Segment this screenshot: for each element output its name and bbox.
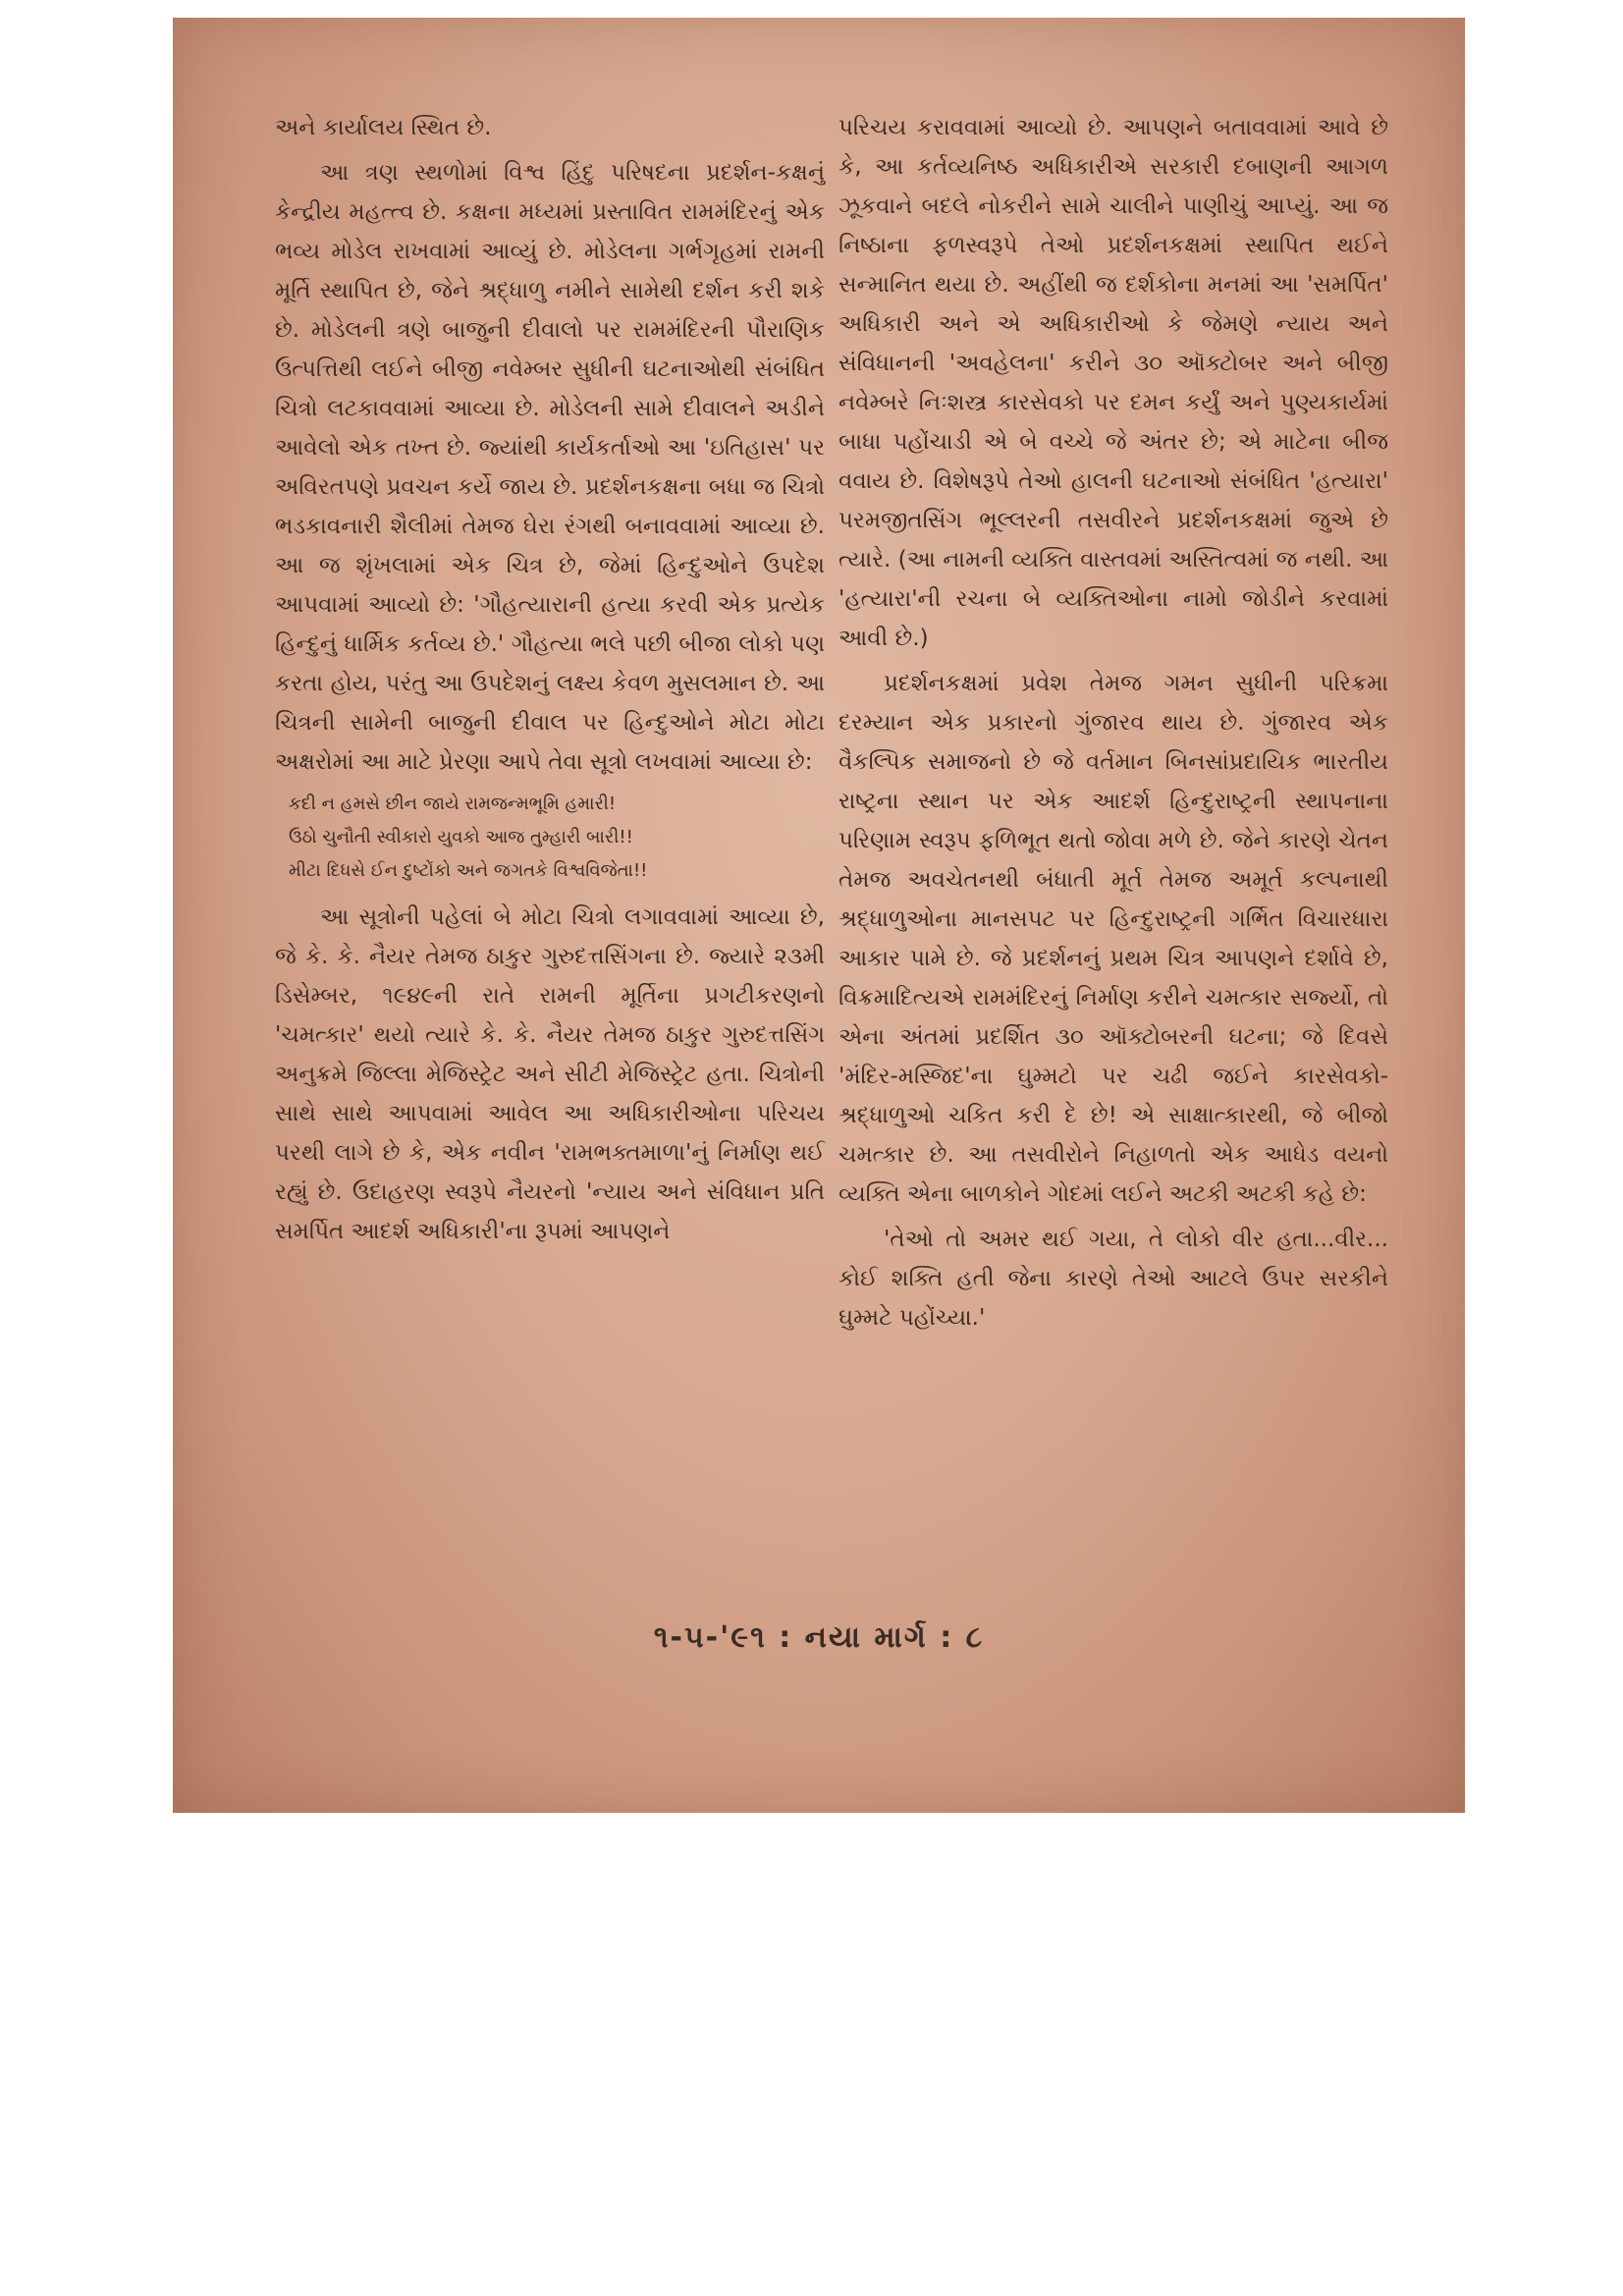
paragraph: અને કાર્યાલય સ્થિત છે. <box>275 115 492 140</box>
right-column <box>839 108 1388 1343</box>
left-column <box>275 108 825 1257</box>
paragraph: આ સૂત્રોની પહેલાં બે મોટા ચિત્રો લગાવવામાં આવ્યા છે, જે કે. કે. નૈયર તેમજ ઠાકુર ગુરુદત્તસિંગના છે. જ્યારે ૨૩મી ડિસેમ્બર, ૧૯૪૯ની રાતે રામની મૂર્તિના પ્રગટીકરણનો 'ચમત્કાર' થયો ત્યારે કે. કે. નૈયર તેમજ ઠાકુર ગુરુદત્તસિંગ અનુક્રમે જિલ્લા મેજિસ્ટ્રેટ અને સીટી મેજિસ્ટ્રેટ હતા. ચિત્રોની સાથે સાથે આપવામાં આવેલ આ અધિકારીઓના પરિચય પરથી લાગે છે કે, એક નવીન 'રામભક્તમાળા'નું નિર્માણ થઈ રહ્યું છે. ઉદાહરણ સ્વરૂપે નૈયરનો 'ન્યાય અને સંવિધાન પ્રતિ સમર્પિત આદર્શ અધિકારી'ના રૂપમાં આપણને <box>275 904 825 1244</box>
scanned-page <box>173 18 1465 1813</box>
verse-line: કદી ન હમસે છીન જાયે રામજન્મભૂમિ હમારી! <box>289 793 617 814</box>
verse-line: મીટા દિધસે ઈન દુષ્ટોંકો અને જગતકે વિશ્વવિજેતા!! <box>289 860 648 881</box>
page-footer: ૧-૫-'૯૧ : નયા માર્ગ : ૮ <box>653 1620 985 1655</box>
verse-line: ઉઠો ચુનૌતી સ્વીકારો યુવકો આજ તુમ્હારી બારી!! <box>289 827 633 847</box>
paragraph: પરિચય કરાવવામાં આવ્યો છે. આપણને બતાવવામાં આવે છે કે, આ કર્તવ્યનિષ્ઠ અધિકારીએ સરકારી દબાણની આગળ ઝૂકવાને બદલે નોકરીને સામે ચાલીને પાણીચું આપ્યું. આ જ નિષ્ઠાના ફળસ્વરૂપે તેઓ પ્રદર્શનકક્ષમાં સ્થાપિત થઈને સન્માનિત થયા છે. અહીંથી જ દર્શકોના મનમાં આ 'સમર્પિત' અધિકારી અને એ અધિકારીઓ કે જેમણે ન્યાય અને સંવિધાનની 'અવહેલના' કરીને ૩૦ ઑક્ટોબર અને બીજી નવેમ્બરે નિઃશસ્ત્ર કારસેવકો પર દમન કર્યું અને પુણ્યકાર્યમાં બાધા પહોંચાડી એ બે વચ્ચે જે અંતર છે; એ માટેના બીજ વવાય છે. વિશેષરૂપે તેઓ હાલની ઘટનાઓ સંબંધિત 'હત્યારા' પરમજીતસિંગ ભૂલ્લરની તસવીરને પ્રદર્શનકક્ષમાં જુએ છે ત્યારે. (આ નામની વ્યક્તિ વાસ્તવમાં અસ્તિત્વમાં જ નથી. આ 'હત્યારા'ની રચના બે વ્યક્તિઓના નામો જોડીને કરવામાં આવી છે.) <box>839 115 1388 651</box>
paragraph: આ ત્રણ સ્થળોમાં વિશ્વ હિંદુ પરિષદના પ્રદર્શન-કક્ષનું કેન્દ્રીય મહત્ત્વ છે. કક્ષના મધ્યમાં પ્રસ્તાવિત રામમંદિરનું એક ભવ્ય મોડેલ રાખવામાં આવ્યું છે. મોડેલના ગર્ભગૃહમાં રામની મૂર્તિ સ્થાપિત છે, જેને શ્રદ્ધાળુ નમીને સામેથી દર્શન કરી શકે છે. મોડેલની ત્રણે બાજુની દીવાલો પર રામમંદિરની પૌરાણિક ઉત્પત્તિથી લઈને બીજી નવેમ્બર સુધીની ઘટનાઓથી સંબંધિત ચિત્રો લટકાવવામાં આવ્યા છે. મોડેલની સામે દીવાલને અડીને આવેલો એક તખ્ત છે. જ્યાંથી કાર્યકર્તાઓ આ 'ઇતિહાસ' પર અવિરતપણે પ્રવચન કર્યે જાય છે. પ્રદર્શનકક્ષના બધા જ ચિત્રો ભડકાવનારી શૈલીમાં તેમજ ઘેરા રંગથી બનાવવામાં આવ્યા છે. આ જ શૃંખલામાં એક ચિત્ર છે, જેમાં હિન્દુઓને ઉપદેશ આપવામાં આવ્યો છે: 'ગૌહત્યારાની હત્યા કરવી એક પ્રત્યેક હિન્દુનું ધાર્મિક કર્તવ્ય છે.' ગૌહત્યા ભલે પછી બીજા લોકો પણ કરતા હોય, પરંતુ આ ઉપદેશનું લક્ષ્ય કેવળ મુસલમાન છે. આ ચિત્રની સામેની બાજુની દીવાલ પર હિન્દુઓને મોટા મોટા અક્ષરોમાં આ માટે પ્રેરણા આપે તેવા સૂત્રો લખવામાં આવ્યા છે: <box>275 160 825 775</box>
slogan-verse <box>289 788 825 888</box>
paragraph: પ્રદર્શનકક્ષમાં પ્રવેશ તેમજ ગમન સુધીની પરિક્રમા દરમ્યાન એક પ્રકારનો ગુંજારવ થાય છે. ગુંજારવ એક વૈકલ્પિક સમાજનો છે જે વર્તમાન બિનસાંપ્રદાયિક ભારતીય રાષ્ટ્રના સ્થાન પર એક આદર્શ હિન્દુરાષ્ટ્રની સ્થાપનાના પરિણામ સ્વરૂપ ફળિભૂત થતો જોવા મળે છે. જેને કારણે ચેતન તેમજ અવચેતનથી બંધાતી મૂર્ત તેમજ અમૂર્ત કલ્પનાથી શ્રદ્ધાળુઓના માનસપટ પર હિન્દુરાષ્ટ્રની ગર્ભિત વિચારધારા આકાર પામે છે. જે પ્રદર્શનનું પ્રથમ ચિત્ર આપણને દર્શાવે છે, વિક્રમાદિત્યએ રામમંદિરનું નિર્માણ કરીને ચમત્કાર સર્જ્યો, તો એના અંતમાં પ્રદર્શિત ૩૦ ઑક્ટોબરની ઘટના; જે દિવસે 'મંદિર-મસ્જિદ'ના ઘુમ્મટો પર ચઢી જઈને કારસેવકો-શ્રદ્ધાળુઓ ચકિત કરી દે છે! એ સાક્ષાત્કારથી, જે બીજો ચમત્કાર છે. આ તસવીરોને નિહાળતો એક આધેડ વયનો વ્યક્તિ એના બાળકોને ગોદમાં લઈને અટકી અટકી કહે છે: <box>839 671 1388 1207</box>
paragraph: 'તેઓ તો અમર થઈ ગયા, તે લોકો વીર હતા...વીર... કોઈ શક્તિ હતી જેના કારણે તેઓ આટલે ઉપર સરકીને ઘુમ્મટે પહોંચ્યા.' <box>839 1227 1388 1331</box>
